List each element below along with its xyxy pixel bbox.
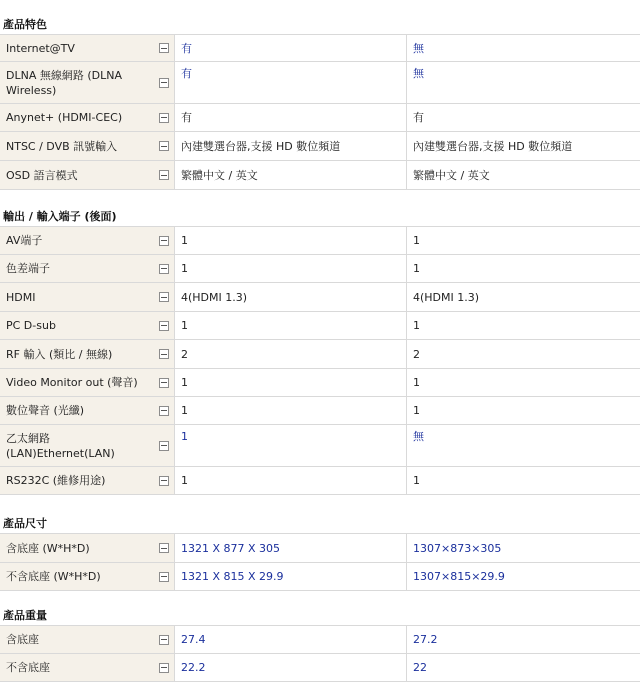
section-weight <box>0 606 640 682</box>
spec-value-model-1: 1 <box>175 425 407 466</box>
spec-row <box>0 255 640 283</box>
spec-row <box>0 369 640 397</box>
spec-label: 數位聲音 (光纖) <box>0 397 175 424</box>
spec-value-model-1: 1321 X 815 X 29.9 <box>175 563 407 590</box>
spec-value-model-2: 27.2 <box>413 633 438 646</box>
spec-row <box>0 654 640 682</box>
collapse-minus-icon[interactable] <box>159 572 169 582</box>
spec-value-model-1: 4(HDMI 1.3) <box>175 283 407 311</box>
spec-value-model-1: 22.2 <box>175 654 407 681</box>
spec-label: 不含底座 <box>0 654 175 681</box>
spec-label: PC D-sub <box>0 312 175 339</box>
collapse-minus-icon[interactable] <box>159 264 169 274</box>
collapse-minus-icon[interactable] <box>159 378 169 388</box>
collapse-minus-icon[interactable] <box>159 236 169 246</box>
collapse-minus-icon[interactable] <box>159 43 169 53</box>
section-dimensions <box>0 514 640 591</box>
spec-row <box>0 104 640 132</box>
spec-value-model-1: 有 <box>175 104 407 131</box>
spec-row <box>0 227 640 255</box>
collapse-minus-icon[interactable] <box>159 635 169 645</box>
spec-value-model-1: 1321 X 877 X 305 <box>175 534 407 562</box>
spec-row <box>0 340 640 369</box>
spec-row <box>0 534 640 563</box>
collapse-minus-icon[interactable] <box>159 663 169 673</box>
spec-label: OSD 語言模式 <box>0 161 175 189</box>
spec-row <box>0 397 640 425</box>
spec-value-model-2: 內建雙選台器,支援 HD 數位頻道 <box>413 139 573 153</box>
spec-value-model-2: 4(HDMI 1.3) <box>413 290 480 304</box>
spec-value-model-1: 1 <box>175 467 407 494</box>
spec-value-model-2: 1 <box>413 404 420 417</box>
spec-value-model-2: 1 <box>413 319 420 332</box>
spec-value-model-2: 22 <box>413 661 427 674</box>
spec-row <box>0 425 640 467</box>
section-title: 產品重量 <box>0 606 640 626</box>
spec-value-model-2: 無 <box>413 67 424 80</box>
spec-value-model-1: 1 <box>175 312 407 339</box>
spec-label: 含底座 (W*H*D) <box>0 534 175 562</box>
spec-row <box>0 467 640 495</box>
collapse-minus-icon[interactable] <box>159 78 169 88</box>
section-title: 產品尺寸 <box>0 514 640 534</box>
spec-value-model-2: 1 <box>413 262 420 275</box>
spec-value-model-1: 有 <box>175 62 407 103</box>
spec-label: 不含底座 (W*H*D) <box>0 563 175 590</box>
spec-label: Video Monitor out (聲音) <box>0 369 175 396</box>
collapse-minus-icon[interactable] <box>159 406 169 416</box>
collapse-minus-icon[interactable] <box>159 292 169 302</box>
collapse-minus-icon[interactable] <box>159 141 169 151</box>
spec-value-model-1: 繁體中文 / 英文 <box>175 161 407 189</box>
section-title: 輸出 / 輸入端子 (後面) <box>0 207 640 227</box>
spec-label: AV端子 <box>0 227 175 254</box>
section-title: 產品特色 <box>0 15 640 35</box>
section-features <box>0 15 640 190</box>
spec-label: NTSC / DVB 訊號輸入 <box>0 132 175 160</box>
spec-label: 色差端子 <box>0 255 175 282</box>
spec-row <box>0 283 640 312</box>
spec-value-model-2: 有 <box>413 111 424 124</box>
spec-value-model-2: 繁體中文 / 英文 <box>413 168 490 182</box>
spec-row <box>0 626 640 654</box>
spec-label: 乙太網路 (LAN)Ethernet(LAN) <box>0 425 175 466</box>
spec-label: HDMI <box>0 283 175 311</box>
spec-value-model-2: 1 <box>413 474 420 487</box>
spec-label: RS232C (維修用途) <box>0 467 175 494</box>
spec-label: Anynet+ (HDMI-CEC) <box>0 104 175 131</box>
collapse-minus-icon[interactable] <box>159 170 169 180</box>
spec-row <box>0 312 640 340</box>
collapse-minus-icon[interactable] <box>159 476 169 486</box>
spec-label: DLNA 無線網路 (DLNA Wireless) <box>0 62 175 103</box>
spec-label: Internet@TV <box>0 35 175 61</box>
spec-row <box>0 161 640 190</box>
spec-value-model-2: 無 <box>413 41 424 55</box>
spec-row <box>0 563 640 591</box>
spec-value-model-2: 1307×815×29.9 <box>413 570 505 583</box>
collapse-minus-icon[interactable] <box>159 441 169 451</box>
spec-label: 含底座 <box>0 626 175 653</box>
spec-value-model-2: 1 <box>413 376 420 389</box>
spec-value-model-1: 1 <box>175 255 407 282</box>
collapse-minus-icon[interactable] <box>159 321 169 331</box>
spec-value-model-1: 1 <box>175 227 407 254</box>
spec-value-model-1: 有 <box>175 35 407 61</box>
spec-value-model-1: 27.4 <box>175 626 407 653</box>
spec-label: RF 輸入 (類比 / 無線) <box>0 340 175 368</box>
spec-value-model-2: 無 <box>413 430 424 443</box>
spec-value-model-2: 1 <box>413 234 420 247</box>
collapse-minus-icon[interactable] <box>159 113 169 123</box>
spec-row <box>0 35 640 62</box>
spec-value-model-2: 2 <box>413 347 420 361</box>
spec-value-model-1: 1 <box>175 397 407 424</box>
spec-value-model-1: 2 <box>175 340 407 368</box>
section-ports <box>0 207 640 495</box>
collapse-minus-icon[interactable] <box>159 349 169 359</box>
spec-row <box>0 132 640 161</box>
spec-value-model-2: 1307×873×305 <box>413 541 502 555</box>
spec-value-model-1: 內建雙選台器,支援 HD 數位頻道 <box>175 132 407 160</box>
collapse-minus-icon[interactable] <box>159 543 169 553</box>
spec-row <box>0 62 640 104</box>
spec-value-model-1: 1 <box>175 369 407 396</box>
